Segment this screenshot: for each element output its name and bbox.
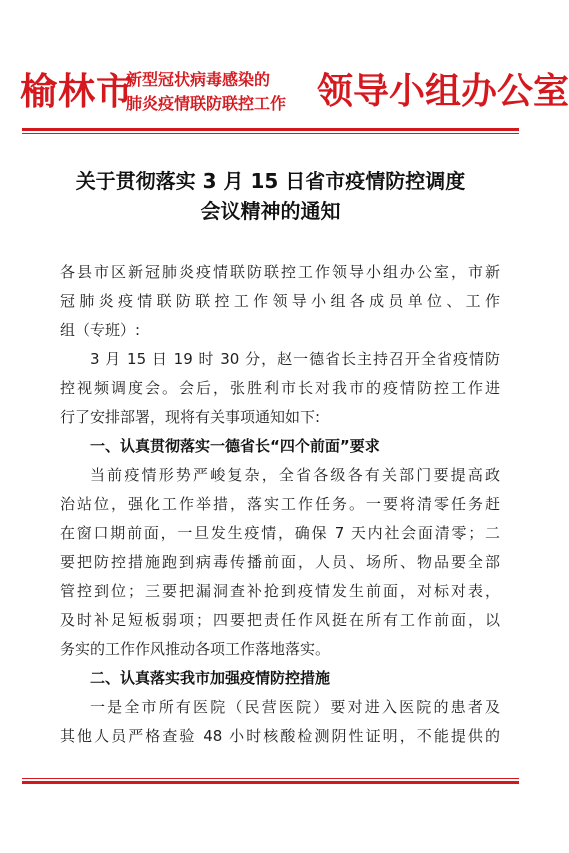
body-line: 当前疫情形势严峻复杂，全省各级各有关部门要提高政 bbox=[90, 466, 500, 484]
document-body bbox=[60, 258, 500, 751]
header-red-rule-thin bbox=[22, 133, 519, 134]
body-line: 及时补足短板弱项；四要把责任作风挺在所有工作前面，以 bbox=[60, 611, 500, 629]
body-line: 控视频调度会。会后，张胜利市长对我市的疫情防控工作进 bbox=[60, 379, 500, 397]
body-line: 各县市区新冠肺炎疫情联防联控工作领导小组办公室，市新 bbox=[60, 263, 500, 281]
footer-red-rule-thin bbox=[22, 778, 519, 779]
letterhead-subtitle-line-1: 新型冠状病毒感染的 bbox=[126, 70, 271, 89]
letterhead-office: 领导小组办公室 bbox=[317, 70, 569, 112]
footer-red-rule-thick bbox=[22, 781, 519, 784]
letterhead-subtitle-line-2: 肺炎疫情联防联控工作 bbox=[126, 94, 287, 113]
section-heading-2: 二、认真落实我市加强疫情防控措施 bbox=[90, 669, 331, 687]
body-line: 一是全市所有医院（民营医院）要对进入医院的患者及 bbox=[90, 698, 500, 716]
body-line: 在窗口期前面，一旦发生疫情，确保 7 天内社会面清零；二 bbox=[60, 524, 500, 542]
body-line: 管控到位；三要把漏洞查补抢到疫情发生前面，对标对表， bbox=[60, 582, 500, 600]
body-line: 务实的工作作风推动各项工作落地落实。 bbox=[60, 640, 331, 658]
document-title-line-2: 会议精神的通知 bbox=[200, 199, 341, 223]
body-line: 3 月 15 日 19 时 30 分，赵一德省长主持召开全省疫情防 bbox=[90, 350, 500, 368]
document-title-line-1: 关于贯彻落实 3 月 15 日省市疫情防控调度 bbox=[75, 169, 466, 193]
letterhead-subtitle bbox=[126, 68, 312, 116]
body-line: 冠肺炎疫情联防联控工作领导小组各成员单位、工作 bbox=[60, 292, 500, 310]
letterhead bbox=[20, 64, 569, 124]
letterhead-city: 榆林市 bbox=[20, 69, 134, 113]
body-line: 治站位，强化工作举措，落实工作任务。一要将清零任务赶 bbox=[60, 495, 500, 513]
section-heading-1: 一、认真贯彻落实一德省长“四个前面”要求 bbox=[90, 437, 380, 455]
body-line: 要把防控措施跑到病毒传播前面，人员、场所、物品要全部 bbox=[60, 553, 500, 571]
body-line: 其他人员严格查验 48 小时核酸检测阴性证明，不能提供的 bbox=[60, 727, 500, 745]
header-red-rule-thick bbox=[22, 128, 519, 131]
body-line: 行了安排部署，现将有关事项通知如下: bbox=[60, 408, 321, 426]
body-line: 组（专班）: bbox=[60, 321, 141, 339]
